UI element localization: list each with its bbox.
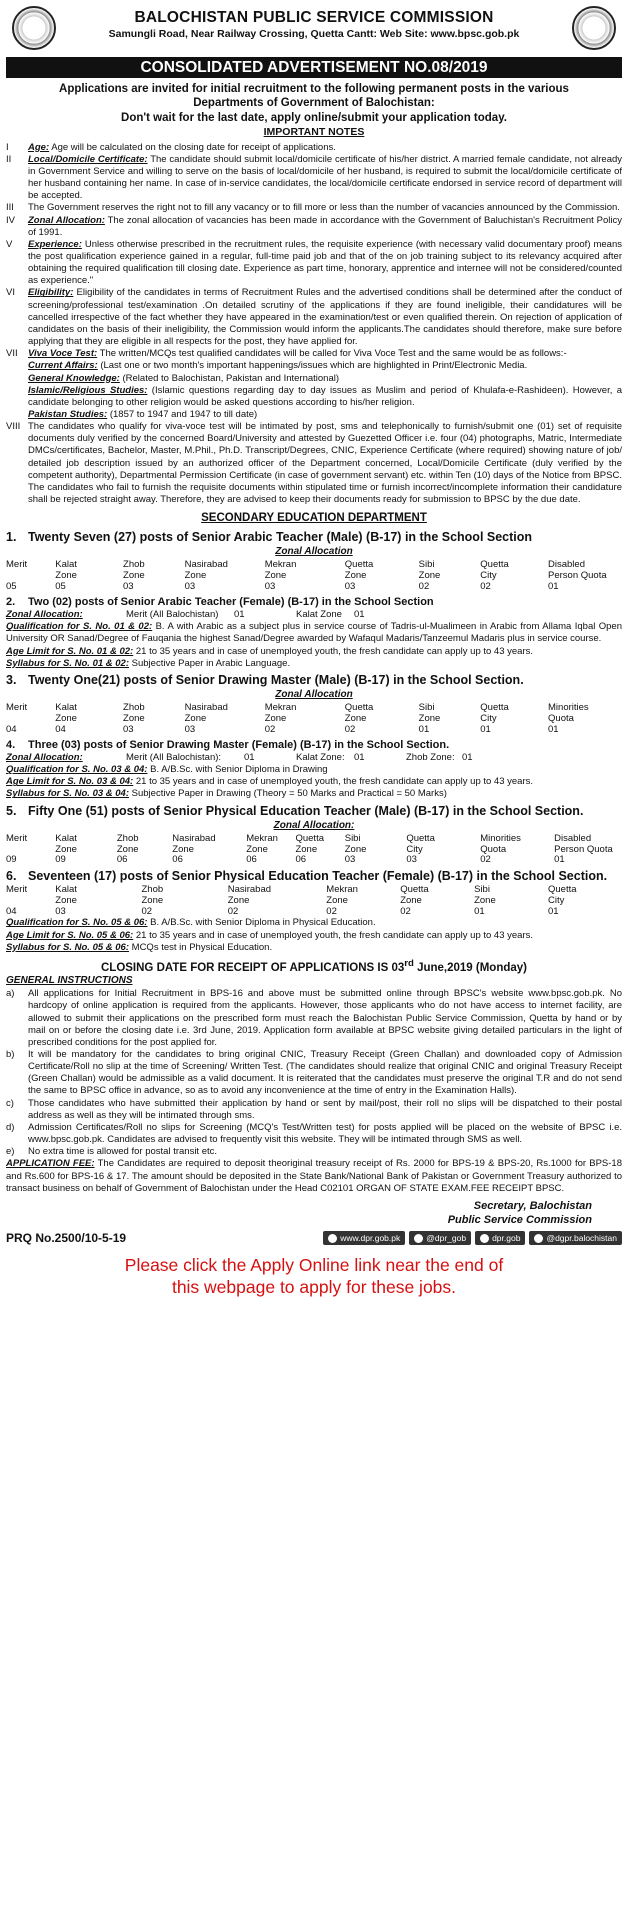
note-number: IV bbox=[6, 214, 15, 226]
post-title bbox=[6, 529, 622, 545]
allocation-header: Quetta bbox=[295, 832, 324, 844]
allocation-table bbox=[6, 560, 622, 593]
age-limit-text bbox=[6, 930, 622, 942]
qualification-value: B. A with Arabic as a subject plus in service course of Tadris-ul-Mualimeen in Arabic from Allama Iqbal Open University OR Sanad/Degree of Fauqania the highest Sanad/Degree awarded by Wafaqul Madaris/Tanzeemul Madaris plus in service course. bbox=[6, 621, 622, 645]
note-number: VIII bbox=[6, 421, 21, 433]
allocation-header-row bbox=[6, 845, 622, 856]
note-body bbox=[28, 239, 622, 288]
post-title-text: Two (02) posts of Senior Arabic Teacher (Female) (B-17) in the School Section bbox=[28, 595, 434, 608]
post-title-text: Twenty Seven (27) posts of Senior Arabic Teacher (Male) (B-17) in the School Section bbox=[28, 529, 533, 544]
syllabus-text bbox=[6, 788, 622, 800]
allocation-value: 04 bbox=[55, 723, 66, 735]
allocation-header: Zone bbox=[246, 843, 268, 855]
allocation-header: Quetta bbox=[344, 559, 374, 571]
allocation-value: 03 bbox=[184, 580, 196, 592]
syllabus-label: Syllabus for S. No. 01 & 02: bbox=[6, 657, 130, 669]
twitter-icon bbox=[414, 1234, 423, 1243]
allocation-value: 01 bbox=[554, 854, 565, 866]
allocation-table bbox=[6, 885, 622, 918]
inline-allocation bbox=[6, 609, 622, 621]
age-limit-text bbox=[6, 776, 622, 788]
allocation-value: 03 bbox=[55, 905, 66, 917]
allocation-header: Zone bbox=[116, 843, 139, 855]
allocation-header: City bbox=[480, 569, 497, 581]
qualification-value: B. A/B.Sc. with Senior Diploma in Drawing bbox=[147, 764, 328, 776]
department-title: SECONDARY EDUCATION DEPARTMENT bbox=[201, 512, 427, 525]
allocation-header: Quetta bbox=[406, 832, 435, 844]
signature-line: Public Service Commission bbox=[447, 1214, 592, 1227]
viva-sub-label: General Knowledge: bbox=[28, 372, 120, 384]
note-item bbox=[6, 287, 622, 348]
closing-date-text: CLOSING DATE FOR RECEIPT OF APPLICATIONS IS 03 bbox=[100, 961, 405, 974]
allocation-value: 01 bbox=[234, 609, 245, 621]
apply-online-notice bbox=[6, 1255, 622, 1299]
apply-online-line: this webpage to apply for these jobs. bbox=[171, 1277, 457, 1298]
instruction-number: c) bbox=[6, 1097, 14, 1109]
note-label: Eligibility: bbox=[28, 287, 74, 299]
allocation-header: Kalat bbox=[55, 832, 77, 844]
qualification-text bbox=[6, 764, 622, 776]
allocation-value: 09 bbox=[55, 854, 66, 866]
note-number: VII bbox=[6, 348, 18, 360]
allocation-header: Zone bbox=[141, 894, 164, 906]
website-link[interactable] bbox=[323, 1231, 405, 1245]
age-limit-value: 21 to 35 years and in case of unemployed youth, the fresh candidate can apply up to 43 years. bbox=[133, 929, 534, 941]
intro-line: Applications are invited for initial recruitment to the following permanent posts in the various bbox=[59, 83, 569, 95]
allocation-header: Person Quota bbox=[548, 569, 607, 581]
instruction-text: It will be mandatory for the candidates to bring original CNIC, Treasury Receipt (Green Challan) and downloaded copy of Admission Certificate/Roll no slip at the time of Screening/ Written Test. (The candidates should realize that original CNIC and original Treasury Receipt (Green Challan) would be admissible as a valid document. It is reiterated that the candidates must preserve the original T.R and do not send the same to BPSC office in advance, so as to avoid any inconvenience at the time of entry in the Examination Halls). bbox=[28, 1049, 622, 1097]
social-links bbox=[323, 1231, 622, 1245]
syllabus-text bbox=[6, 658, 622, 670]
note-body bbox=[28, 287, 622, 348]
allocation-header: Sibi bbox=[344, 832, 361, 844]
note-number: III bbox=[6, 202, 14, 214]
instruction-number: e) bbox=[6, 1146, 15, 1158]
allocation-header: City bbox=[480, 712, 497, 724]
viva-sub-label: Current Affairs: bbox=[28, 360, 98, 372]
allocation-table bbox=[6, 703, 622, 736]
allocation-header-row bbox=[6, 896, 622, 907]
allocation-header: Sibi bbox=[418, 559, 435, 571]
post-number: 6. bbox=[6, 869, 17, 884]
allocation-header: Zone bbox=[295, 843, 318, 855]
allocation-value: 01 bbox=[354, 609, 365, 621]
allocation-header: Quetta bbox=[480, 701, 509, 713]
allocation-value: 01 bbox=[480, 723, 491, 735]
allocation-header: Zhob bbox=[116, 832, 139, 844]
allocation-value: 03 bbox=[344, 580, 356, 592]
allocation-header-row bbox=[6, 560, 622, 571]
syllabus-value: Subjective Paper in Drawing (Theory = 50 Marks and Practical = 50 Marks) bbox=[129, 788, 447, 800]
closing-date-rest: June,2019 (Monday) bbox=[413, 961, 527, 974]
qualification-label: Qualification for S. No. 01 & 02: bbox=[6, 621, 153, 633]
qualification-text bbox=[6, 917, 622, 929]
post-title bbox=[6, 595, 622, 609]
viva-sub-item bbox=[28, 360, 622, 372]
signature-block bbox=[6, 1199, 622, 1228]
allocation-value: 03 bbox=[406, 854, 417, 866]
allocation-header: Zhob bbox=[123, 559, 145, 571]
allocation-value-row bbox=[6, 855, 622, 866]
syllabus-label: Syllabus for S. No. 05 & 06: bbox=[6, 941, 130, 953]
allocation-header: City bbox=[548, 894, 565, 906]
instruction-text: Those candidates who have submitted their application by hand or sent by mail/post, their roll no slips will be dispatched to their postal address as well as they will be intimated through sms. bbox=[28, 1097, 622, 1121]
allocation-header: Sibi bbox=[418, 701, 435, 713]
allocation-header: Quota bbox=[480, 843, 507, 855]
note-item bbox=[6, 239, 622, 288]
allocation-label: Zonal Allocation: bbox=[6, 751, 83, 763]
allocation-value: 04 bbox=[6, 905, 17, 917]
allocation-header: Zone bbox=[184, 569, 207, 581]
allocation-header: Disabled bbox=[554, 832, 592, 844]
allocation-header: City bbox=[406, 843, 423, 855]
org-name: BALOCHISTAN PUBLIC SERVICE COMMISSION bbox=[134, 9, 494, 26]
allocation-header: Zone bbox=[184, 712, 207, 724]
instruction-item bbox=[6, 1049, 622, 1098]
allocation-header: Mekran bbox=[264, 559, 297, 571]
closing-date-suffix: rd bbox=[404, 957, 414, 969]
allocation-value: 01 bbox=[474, 905, 485, 917]
allocation-header: Zone bbox=[123, 712, 145, 724]
allocation-value: 03 bbox=[184, 723, 196, 735]
allocation-value: 05 bbox=[6, 580, 17, 592]
instruction-item bbox=[6, 1122, 622, 1146]
note-text: The zonal allocation of vacancies has been made in accordance with the Government of Baluchistan's Recruitment Policy of 1991. bbox=[28, 214, 622, 238]
allocation-value: 06 bbox=[172, 854, 183, 866]
allocation-header: Merit bbox=[6, 701, 28, 713]
post-title bbox=[6, 672, 622, 688]
viva-sub-label: Islamic/Religious Studies: bbox=[28, 384, 148, 396]
allocation-value: 03 bbox=[344, 854, 356, 866]
post-title-text: Twenty One(21) posts of Senior Drawing Master (Male) (B-17) in the School Section. bbox=[28, 672, 524, 687]
allocation-value: 03 bbox=[123, 580, 134, 592]
allocation-header: Kalat bbox=[55, 883, 77, 895]
allocation-item: Zhob Zone: bbox=[406, 751, 455, 763]
instruction-number: b) bbox=[6, 1049, 15, 1061]
allocation-header: Mekran bbox=[326, 883, 358, 895]
instruction-text: Admission Certificates/Roll no slips for Screening (MCQ's Test/Written test) for posts applied will be placed on the website of BPSC i.e. www.bpsc.gob.pk. Candidates are advised to frequently visit this website. They will be intimated through SMS as well. bbox=[28, 1121, 622, 1146]
qualification-label: Qualification for S. No. 05 & 06: bbox=[6, 917, 148, 929]
allocation-value-row bbox=[6, 582, 622, 593]
allocation-header: Mekran bbox=[264, 701, 297, 713]
intro bbox=[6, 82, 622, 125]
post-number: 1. bbox=[6, 529, 17, 544]
intro-line: Don't wait for the last date, apply online/submit your application today. bbox=[121, 111, 507, 124]
allocation-header: Zone bbox=[55, 712, 77, 724]
allocation-header-row bbox=[6, 885, 622, 896]
allocation-item: Kalat Zone bbox=[296, 609, 342, 621]
signature-line: Secretary, Balochistan bbox=[473, 1199, 592, 1212]
instruction-text: No extra time is allowed for postal transit etc. bbox=[28, 1146, 218, 1158]
viva-sub-text: (Related to Balochistan, Pakistan and International) bbox=[119, 372, 340, 384]
facebook-link[interactable] bbox=[475, 1231, 525, 1245]
viva-sub-text: (Last one or two month's important happenings/issues which are highlighted in Print/Electronic Media. bbox=[97, 360, 528, 372]
allocation-value: 02 bbox=[264, 723, 276, 735]
notes-list bbox=[6, 142, 622, 507]
allocation-header: Sibi bbox=[474, 883, 490, 895]
allocation-header: Kalat bbox=[55, 701, 77, 713]
allocation-header: Merit bbox=[6, 832, 28, 844]
instruction-number: a) bbox=[6, 988, 15, 1000]
allocation-value: 02 bbox=[344, 723, 356, 735]
note-item bbox=[6, 215, 622, 239]
note-number: V bbox=[6, 238, 13, 250]
qualification-value: B. A/B.Sc. with Senior Diploma in Physical Education. bbox=[147, 917, 376, 929]
allocation-item: Merit (All Balochistan): bbox=[126, 751, 222, 763]
allocation-header: Zone bbox=[264, 712, 287, 724]
allocation-header: Zone bbox=[123, 569, 145, 581]
allocation-header: Disabled bbox=[548, 559, 585, 571]
qualification-label: Qualification for S. No. 03 & 04: bbox=[6, 764, 148, 776]
allocation-header: Zhob bbox=[123, 701, 145, 713]
qualification-text bbox=[6, 621, 622, 645]
note-number: VI bbox=[6, 287, 15, 299]
globe-icon bbox=[328, 1234, 337, 1243]
inline-allocation bbox=[6, 752, 622, 764]
balochistan-emblem-logo bbox=[12, 6, 56, 50]
allocation-header-row bbox=[6, 571, 622, 582]
allocation-header: Quetta bbox=[400, 883, 429, 895]
allocation-header: Zone bbox=[418, 569, 441, 581]
footer bbox=[6, 1229, 622, 1247]
allocation-value: 01 bbox=[244, 751, 255, 763]
allocation-value: 06 bbox=[246, 854, 257, 866]
age-limit-text bbox=[6, 646, 622, 658]
allocation-label: Zonal Allocation: bbox=[6, 609, 83, 621]
org-address: Samungli Road, Near Railway Crossing, Quetta Cantt: Web Site: www.bpsc.gob.pk bbox=[108, 27, 520, 40]
allocation-value: 01 bbox=[548, 723, 559, 735]
allocation-header: Merit bbox=[6, 883, 28, 895]
allocation-value: 01 bbox=[354, 751, 365, 763]
website-link-text: www.dpr.gob.pk bbox=[340, 1233, 401, 1244]
allocation-header: Zone bbox=[326, 894, 348, 906]
viva-sub-item bbox=[28, 373, 622, 385]
allocation-header: Zhob bbox=[141, 883, 164, 895]
allocation-header: Zone bbox=[400, 894, 422, 906]
post-title-text: Three (03) posts of Senior Drawing Master (Female) (B-17) in the School Section. bbox=[28, 738, 450, 751]
general-instructions-title: GENERAL INSTRUCTIONS bbox=[6, 975, 133, 987]
application-fee-text: The Candidates are required to deposit theoriginal treasury receipt of Rs. 2000 for BPS-19 & BPS-20, Rs.1000 for BPS-18 and Rs.600 for BPS-16 & 17. The amount should be deposited in the State Bank/National Bank of Pakistan or Government Treasury authorized to transact business on behalf of Government of Balochistan under the Head C02101 ORGAN OF STATE EXAM.FEE RECEIPT BPSC. bbox=[6, 1158, 622, 1194]
post-title-text: Fifty One (51) posts of Senior Physical Education Teacher (Male) (B-17) in the School Section. bbox=[28, 803, 584, 818]
note-text: Unless otherwise prescribed in the recruitment rules, the requisite experience (with necessary valid documentary proof) means the post qualification experience gained in a regular, full-time paid job and that of the on job training subject to its relevancy acquired after obtaining the required qualification till closing date. Experience as part time, honorary, apprentice and internee will not be considered/counted as experience." bbox=[28, 238, 622, 287]
allocation-header: Nasirabad bbox=[227, 883, 272, 895]
allocation-header: Zone bbox=[344, 569, 367, 581]
instruction-text: All applications for Initial Recruitment in BPS-16 and above must be submitted online through BPSC's website www.bpsc.gob.pk. No hardcopy of online application is required from the applicants. However, those applicants who do not have access to internet facility, are allowed to submit their applications on the prescribed form must reach the Balochistan Public Service Commission, Quetta by hand or by mail on or before the closing date i.e. 3rd June, 2019. Application form available at BPSC website giving detailed particulars in the light of prescribed conditions for the post applied for. bbox=[28, 988, 622, 1048]
allocation-value: 02 bbox=[480, 854, 491, 866]
allocation-value-row bbox=[6, 725, 622, 736]
zonal-allocation-label: Zonal Allocation bbox=[275, 546, 353, 558]
allocation-header: Zone bbox=[55, 843, 77, 855]
allocation-header: Zone bbox=[264, 569, 287, 581]
post-title bbox=[6, 803, 622, 819]
post-title bbox=[6, 738, 622, 752]
note-number: II bbox=[6, 153, 12, 165]
allocation-table bbox=[6, 834, 622, 867]
age-limit-value: 21 to 35 years and in case of unemployed youth, the fresh candidate can apply up to 43 years. bbox=[133, 645, 534, 657]
allocation-header bbox=[6, 896, 55, 907]
note-text: The written/MCQs test qualified candidates will be called for Viva Voce Test and the same would be as follows:- bbox=[97, 348, 567, 360]
viva-sub-item bbox=[28, 409, 622, 421]
zonal-allocation-label: Zonal Allocation: bbox=[273, 819, 355, 831]
advertisement-title: CONSOLIDATED ADVERTISEMENT NO.08/2019 bbox=[6, 57, 622, 78]
note-item bbox=[6, 154, 622, 203]
syllabus-label: Syllabus for S. No. 03 & 04: bbox=[6, 788, 130, 800]
allocation-header: Zone bbox=[344, 712, 367, 724]
allocation-value: 01 bbox=[462, 751, 473, 763]
notes-title: IMPORTANT NOTES bbox=[263, 126, 365, 139]
age-limit-value: 21 to 35 years and in case of unemployed youth, the fresh candidate can apply up to 43 years. bbox=[133, 776, 534, 788]
allocation-value: 09 bbox=[6, 854, 17, 866]
post-number: 5. bbox=[6, 803, 17, 818]
note-label: Experience: bbox=[28, 238, 82, 250]
note-item bbox=[6, 421, 622, 506]
allocation-value: 02 bbox=[418, 580, 430, 592]
instruction-number: d) bbox=[6, 1121, 15, 1133]
apply-online-line: Please click the Apply Online link near the end of bbox=[124, 1255, 504, 1276]
allocation-value: 02 bbox=[227, 905, 239, 917]
prq-number: PRQ No.2500/10-5-19 bbox=[6, 1230, 127, 1245]
viva-sub-text: (Islamic questions regarding day to day issues as Muslim and period of Khulafa-e-Rashideen). However, a candidate belonging to other religion would be asked questions according to his/her religion. bbox=[28, 384, 622, 408]
post-number: 2. bbox=[6, 595, 16, 608]
allocation-value: 02 bbox=[326, 905, 337, 917]
allocation-header: Zone bbox=[55, 569, 77, 581]
intro-line: Departments of Government of Balochistan: bbox=[193, 97, 435, 110]
allocation-value: 06 bbox=[116, 854, 128, 866]
note-body bbox=[28, 421, 622, 506]
viva-sub-item bbox=[28, 385, 622, 409]
allocation-header-row bbox=[6, 714, 622, 725]
allocation-header: Minorities bbox=[548, 701, 589, 713]
allocation-header-row bbox=[6, 834, 622, 845]
instruction-item bbox=[6, 1146, 622, 1158]
note-label: Zonal Allocation: bbox=[28, 214, 105, 226]
note-body bbox=[28, 348, 622, 421]
note-label: Age: bbox=[28, 141, 50, 153]
allocation-header: Quetta bbox=[480, 559, 509, 571]
allocation-header: Zone bbox=[474, 894, 496, 906]
note-text: Age will be calculated on the closing date for receipt of applications. bbox=[49, 141, 336, 153]
post-number: 4. bbox=[6, 738, 16, 751]
allocation-header: Nasirabad bbox=[184, 559, 228, 571]
note-item bbox=[6, 202, 622, 214]
allocation-header: Kalat bbox=[55, 559, 77, 571]
allocation-value: 02 bbox=[141, 905, 153, 917]
twitter-link-text: @dpr_gob bbox=[426, 1233, 467, 1244]
allocation-header: Nasirabad bbox=[172, 832, 216, 844]
allocation-header: Zone bbox=[344, 843, 367, 855]
note-body bbox=[28, 154, 622, 203]
viva-sub-label: Pakistan Studies: bbox=[28, 409, 108, 420]
bpsc-seal-logo bbox=[572, 6, 616, 50]
syllabus-text bbox=[6, 942, 622, 954]
closing-date bbox=[6, 958, 622, 976]
allocation-header: Zone bbox=[418, 712, 441, 724]
allocation-item: Kalat Zone: bbox=[296, 751, 345, 763]
allocation-header: Quetta bbox=[548, 883, 577, 895]
facebook-icon bbox=[480, 1234, 489, 1243]
age-limit-label: Age Limit for S. No. 03 & 04: bbox=[6, 776, 134, 788]
note-text: The candidate should submit local/domicile certificate of his/her district. A married female candidate, not already in Government Service and willing to serve on the basis of local/domicile of her husband, is required to submit the local/domicile certificate of her husband containing her name. In case of in-service candidates, the local/domicile certificate endorsed in service record of department will be accepted. bbox=[28, 153, 623, 202]
allocation-value: 03 bbox=[264, 580, 276, 592]
note-number: I bbox=[6, 141, 9, 153]
instagram-icon bbox=[534, 1234, 543, 1243]
age-limit-label: Age Limit for S. No. 01 & 02: bbox=[6, 645, 134, 657]
note-item bbox=[6, 348, 622, 421]
allocation-value: 02 bbox=[480, 580, 491, 592]
note-label: Viva Voce Test: bbox=[28, 348, 98, 360]
note-text: The Government reserves the right not to fill any vacancy or to fill more or less than the number of vacancies announced by the Commission. bbox=[28, 202, 620, 214]
allocation-value: 03 bbox=[123, 723, 134, 735]
instruction-item bbox=[6, 1098, 622, 1122]
allocation-header-row bbox=[6, 703, 622, 714]
instructions-list bbox=[6, 988, 622, 1158]
syllabus-value: MCQs test in Physical Education. bbox=[129, 941, 273, 953]
instagram-link-text: @dgpr.balochistan bbox=[546, 1233, 617, 1244]
post-number: 3. bbox=[6, 672, 17, 687]
note-item bbox=[6, 142, 622, 154]
allocation-header: Zone bbox=[227, 894, 250, 906]
allocation-header: Minorities bbox=[480, 832, 521, 844]
twitter-link[interactable] bbox=[409, 1231, 471, 1245]
allocation-header: Zone bbox=[55, 894, 77, 906]
allocation-value: 04 bbox=[6, 723, 17, 735]
note-text: The candidates who qualify for viva-voce test will be intimated by post, sms and telephonically to furnish/submit one (01) set of requisite documents duly verified by the concerned Board/University and attested by Guezetted Officer i.e. four (04) photographs, Matric, Intermediate DMCs/certificates, Bachelor, Master, M.Phil., Ph.D. Transcript/Degrees, CNIC, Experience Certificate (where required) showing nature of job/ detailed job description issued by an authorized officer of the Department concerned, Local/Domicile Certificate (duly verified by the competent authority), Departmental Permission Certificate (in case of government servant) etc. within Ten (10) days of the Notice from BPSC. The candidates who fail to furnish the requisite documents within stipulated time or furnish incorrect/incomplete information their candidature shall be rejected straight away. Therefore, they are advised to keep their documents ready for submission to BPSC by the due date. bbox=[28, 421, 622, 506]
allocation-value: 01 bbox=[548, 905, 559, 917]
post-title-text: Seventeen (17) posts of Senior Physical Education Teacher (Female) (B-17) in the School Section. bbox=[28, 869, 608, 884]
instagram-link[interactable] bbox=[529, 1231, 622, 1245]
allocation-header: Merit bbox=[6, 559, 28, 571]
allocation-item: Merit (All Balochistan) bbox=[126, 609, 219, 621]
instruction-item bbox=[6, 988, 622, 1049]
allocation-value: 01 bbox=[548, 580, 559, 592]
syllabus-value: Subjective Paper in Arabic Language. bbox=[129, 657, 291, 669]
allocation-header: Nasirabad bbox=[184, 701, 228, 713]
allocation-header: Mekran bbox=[246, 832, 278, 844]
note-body bbox=[28, 142, 622, 154]
viva-sub-text: (1857 to 1947 and 1947 to till date) bbox=[107, 409, 258, 420]
allocation-value: 05 bbox=[55, 580, 66, 592]
application-fee bbox=[6, 1158, 622, 1194]
allocation-value: 01 bbox=[418, 723, 430, 735]
allocation-header: Person Quota bbox=[554, 843, 613, 855]
note-label: Local/Domicile Certificate: bbox=[28, 153, 148, 165]
allocation-value-row bbox=[6, 907, 622, 918]
allocation-header: Zone bbox=[172, 843, 194, 855]
note-body bbox=[28, 202, 622, 214]
allocation-header: Quota bbox=[548, 712, 574, 724]
facebook-link-text: dpr.gob bbox=[492, 1233, 521, 1244]
zonal-allocation-label: Zonal Allocation bbox=[275, 689, 353, 701]
allocation-header: Quetta bbox=[344, 701, 374, 713]
note-text: Eligibility of the candidates in terms of Recruitment Rules and the advertised conditions shall be determined after the conduct of screening/professional test/examination .On detailed scrutiny of the applications if they are found ineligible, their candidatures will be cancelled irrespective of the fact whether they have appeared in the examination/test or even qualified therein. On rejection of application of candidates on the basis of their ineligibility, the Commission would inform the applicants.The candidates should therefore, make sure before applying that they are eligible in all respects for the post, they have applied for. bbox=[28, 287, 622, 348]
allocation-value: 02 bbox=[400, 905, 411, 917]
note-body bbox=[28, 215, 622, 239]
header bbox=[6, 4, 622, 56]
allocation-value: 06 bbox=[295, 854, 307, 866]
post-title bbox=[6, 868, 622, 884]
age-limit-label: Age Limit for S. No. 05 & 06: bbox=[6, 929, 134, 941]
application-fee-label: APPLICATION FEE: bbox=[6, 1158, 95, 1170]
